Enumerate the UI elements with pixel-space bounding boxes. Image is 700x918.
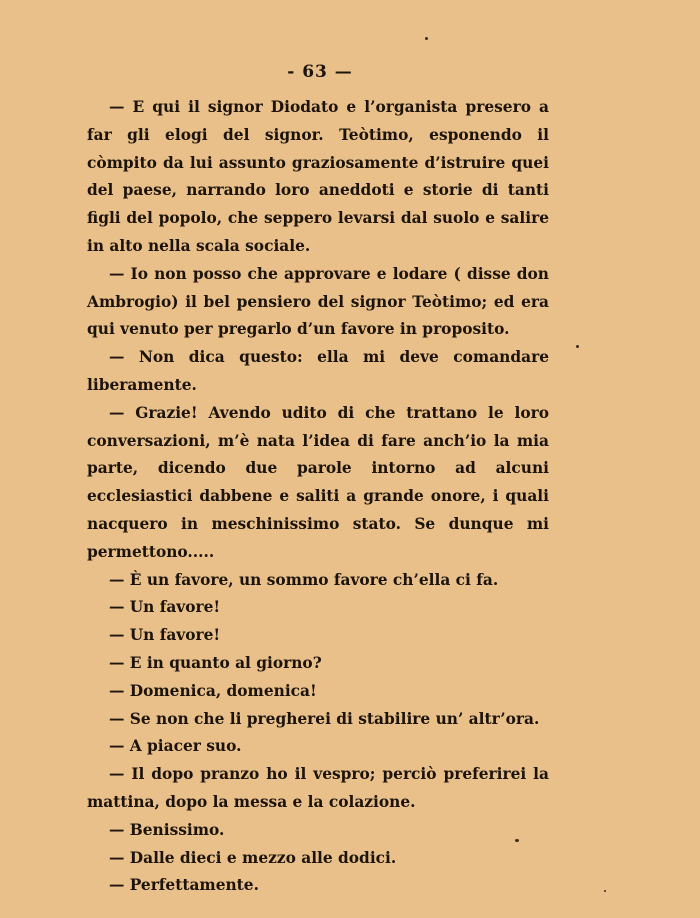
paragraph: — E in quanto al giorno? (109, 653, 322, 672)
paragraph: — Io non posso che approvare e lodare ( disse don Ambrogio) il bel pensiero del signor Teòtimo; ed era qui venuto per pregarlo d’un favore in proposito. (87, 264, 549, 339)
paragraph: — Domenica, domenica! (109, 681, 317, 700)
scan-speck (576, 345, 579, 348)
scan-speck (425, 37, 428, 40)
paragraph: — Dalle dieci e mezzo alle dodici. (109, 848, 397, 867)
paragraph: — Benissimo. (109, 820, 225, 839)
paragraph: — Non dica questo: ella mi deve comandare liberamente. (87, 348, 549, 394)
paragraph: — A piacer suo. (109, 737, 242, 756)
page-number: - 63 — (287, 62, 353, 82)
paragraph: — Un favore! (109, 626, 221, 645)
scan-speck (604, 890, 606, 892)
body-text (87, 94, 549, 900)
paragraph: — Se non che li pregherei di stabilire un’ altr’ora. (109, 709, 540, 728)
paragraph: — E qui il signor Diodato e l’organista presero a far gli elogi del signor. Teòtimo, esponendo il còmpito da lui assunto graziosamente d’istruire quei del paese, narrando loro aneddoti e storie di tanti figli del popolo, che seppero levarsi dal suolo e salire in alto nella scala sociale. (87, 98, 549, 255)
paragraph: — Il dopo pranzo ho il vespro; perciò preferirei la mattina, dopo la messa e la colazione. (87, 765, 549, 811)
paragraph: — Perfettamente. (109, 876, 259, 895)
paragraph: — Grazie! Avendo udito di che trattano le loro conversazioni, m’è nata l’idea di fare anch’io la mia parte, dicendo due parole intorno ad alcuni ecclesiastici dabbene e saliti a grande onore, i quali nacquero in meschinissimo stato. Se dunque mi permettono..... (87, 403, 549, 561)
paragraph: — È un favore, un sommo favore ch’ella ci fa. (109, 570, 499, 589)
scan-speck (515, 839, 519, 842)
paragraph: — Un favore! (109, 598, 221, 617)
